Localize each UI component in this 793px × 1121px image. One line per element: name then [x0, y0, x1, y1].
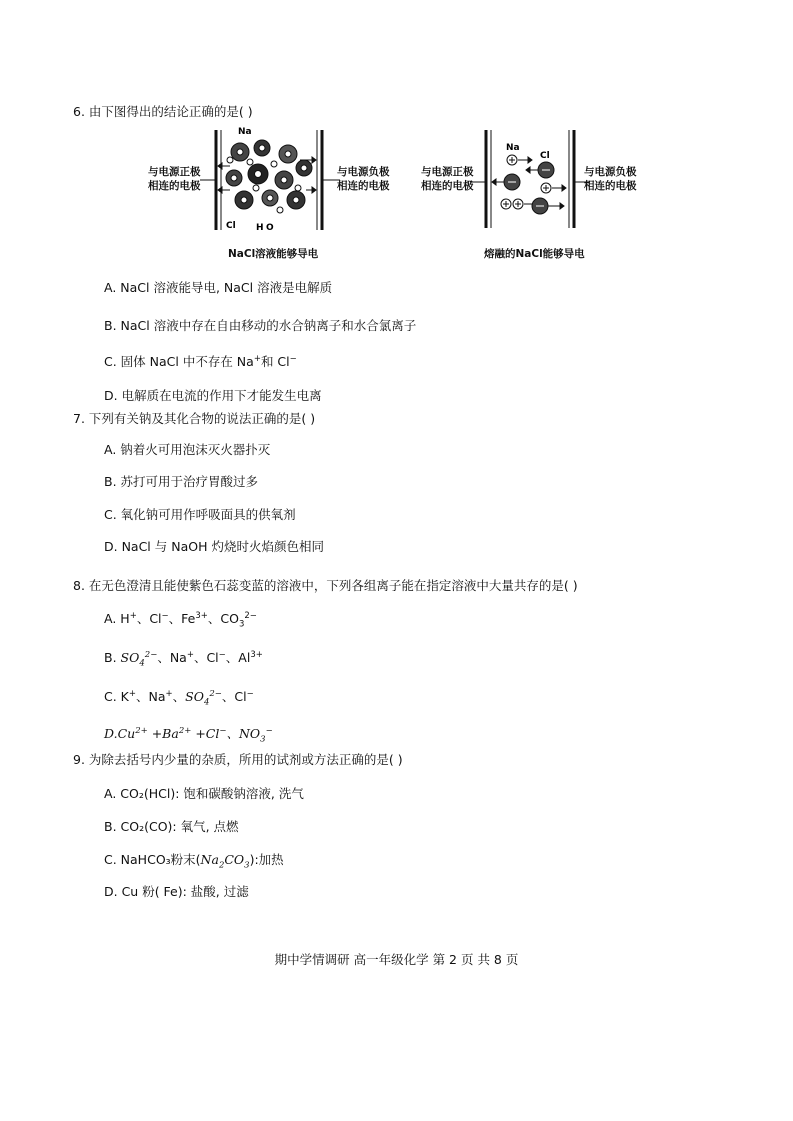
fig1-water-label-o: O [266, 223, 274, 233]
question-8-stem: 8. 在无色澄清且能使紫色石蕊变蓝的溶液中，下列各组离子能在指定溶液中大量共存的是( ) [73, 578, 578, 593]
fig1-left-label-2: 相连的电极 [148, 180, 201, 192]
q7-option-d: D. NaCl 与 NaOH 灼烧时火焰颜色相同 [104, 539, 324, 554]
fig2-right-label-2: 相连的电极 [584, 180, 637, 192]
q9-option-d: D. Cu 粉( Fe): 盐酸, 过滤 [104, 884, 249, 899]
fig2-na-ion-label: Na [506, 143, 520, 153]
question-9-stem: 9. 为除去括号内少量的杂质，所用的试剂或方法正确的是( ) [73, 752, 403, 767]
q9-option-c: C. NaHCO₃粉末$(Na_2CO_3)$:加热 [104, 852, 284, 871]
q8-option-c: C. K+、Na+、$SO_4^{2-}$、Cl− [104, 688, 254, 708]
q9-option-b: B. CO₂(CO): 氧气, 点燃 [104, 819, 239, 834]
q6-option-b: B. NaCl 溶液中存在自由移动的水合钠离子和水合氯离子 [104, 318, 417, 333]
fig1-left-label-1: 与电源正极 [148, 166, 201, 178]
q7-option-c: C. 氧化钠可用作呼吸面具的供氧剂 [104, 507, 296, 522]
fig1-water-label-h: H [256, 223, 264, 233]
q8-option-b: B. $SO_4^{2-}$、Na+、Cl−、$Al^{3+}$ [104, 649, 263, 669]
nacl-solution-diagram [200, 122, 340, 234]
page-footer: 期中学情调研 高一年级化学 第 2 页 共 8 页 [274, 952, 519, 967]
fig2-caption: 熔融的NaCl能够导电 [484, 248, 585, 260]
q6-option-a: A. NaCl 溶液能导电, NaCl 溶液是电解质 [104, 280, 333, 295]
question-7-stem: 7. 下列有关钠及其化合物的说法正确的是( ) [73, 411, 316, 426]
molten-nacl-diagram [470, 126, 590, 232]
fig1-caption: NaCl溶液能够导电 [228, 248, 319, 260]
fig2-left-label-1: 与电源正极 [421, 166, 474, 178]
question-6-stem: 6. 由下图得出的结论正确的是( ) [73, 104, 253, 119]
fig1-right-label-2: 相连的电极 [337, 180, 390, 192]
q6-option-d: D. 电解质在电流的作用下才能发生电离 [104, 388, 322, 403]
q7-option-a: A. 钠着火可用泡沫灭火器扑灭 [104, 442, 271, 457]
fig2-left-label-2: 相连的电极 [421, 180, 474, 192]
fig2-cl-ion-label: Cl [540, 151, 550, 161]
q8-option-d: $D.Cu^{2+} +Ba^{2+} +Cl^-$、$NO_3^-$ [104, 725, 273, 745]
q7-option-b: B. 苏打可用于治疗胃酸过多 [104, 474, 259, 489]
fig1-cl-ion-label: Cl [226, 221, 236, 231]
fig1-na-ion-label: Na [238, 127, 252, 137]
q8-option-a: A. H+、Cl−、$Fe^{3+}$、$CO_3^{2-}$ [104, 610, 257, 630]
fig1-right-label-1: 与电源负极 [337, 166, 390, 178]
q6-option-c: C. 固体 NaCl 中不存在 Na+和 Cl− [104, 353, 297, 369]
fig2-right-label-1: 与电源负极 [584, 166, 637, 178]
q9-option-a: A. CO₂(HCl): 饱和碳酸钠溶液, 洗气 [104, 786, 304, 801]
